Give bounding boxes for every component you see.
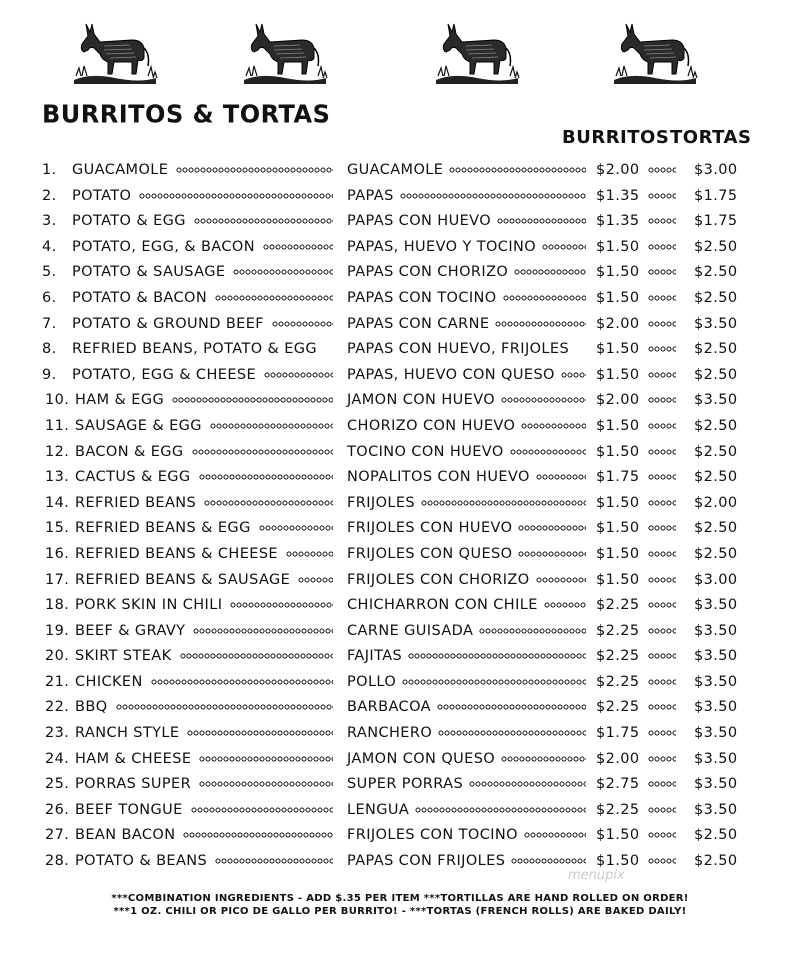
item-number: 6. bbox=[42, 289, 57, 306]
item-name-english: BEAN BACON bbox=[75, 827, 176, 844]
tortas-column-header: TORTAS bbox=[670, 127, 752, 148]
item-name-spanish: FRIJOLES CON QUESO bbox=[347, 545, 513, 562]
item-number: 11. bbox=[45, 417, 70, 434]
menu-item bbox=[0, 440, 800, 466]
torta-price: $1.75 bbox=[694, 213, 738, 230]
menu-item bbox=[0, 670, 800, 696]
menu-item bbox=[0, 363, 800, 389]
leader-dots bbox=[514, 269, 586, 275]
torta-price: $3.00 bbox=[694, 571, 738, 588]
burrito-price: $1.35 bbox=[596, 213, 640, 230]
page-title: BURRITOS & TORTAS bbox=[42, 99, 331, 129]
item-name-english: BEEF & GRAVY bbox=[75, 622, 186, 639]
item-name-english: GUACAMOLE bbox=[72, 162, 169, 178]
item-name-english: PORRAS SUPER bbox=[75, 776, 192, 793]
item-name-spanish: RANCHERO bbox=[347, 725, 433, 742]
torta-price: $2.00 bbox=[694, 494, 738, 511]
item-number: 5. bbox=[42, 264, 57, 281]
item-name-spanish: NOPALITOS CON HUEVO bbox=[347, 469, 530, 486]
burrito-price: $1.50 bbox=[596, 853, 640, 870]
menu-item bbox=[0, 516, 800, 542]
item-number: 1. bbox=[42, 162, 57, 178]
leader-dots bbox=[648, 449, 676, 455]
leader-dots bbox=[648, 679, 676, 685]
torta-price: $2.50 bbox=[694, 469, 738, 486]
menu-item bbox=[0, 619, 800, 645]
menu-item bbox=[0, 747, 800, 773]
leader-dots bbox=[648, 346, 676, 352]
leader-dots bbox=[518, 525, 586, 531]
leader-dots bbox=[524, 832, 586, 838]
item-number: 9. bbox=[42, 366, 57, 383]
watermark: menupix bbox=[568, 868, 625, 883]
torta-price: $3.50 bbox=[694, 673, 738, 690]
item-name-english: PORK SKIN IN CHILI bbox=[75, 597, 223, 614]
burrito-price: $2.25 bbox=[596, 801, 640, 818]
torta-price: $2.50 bbox=[694, 853, 738, 870]
item-name-spanish: PAPAS CON CARNE bbox=[347, 315, 490, 332]
leader-dots bbox=[648, 653, 676, 659]
leader-dots bbox=[421, 500, 586, 506]
menu-item bbox=[0, 823, 800, 849]
leader-dots bbox=[648, 704, 676, 710]
torta-price: $2.50 bbox=[694, 264, 738, 281]
menu-item bbox=[0, 644, 800, 670]
leader-dots bbox=[648, 372, 676, 378]
leader-dots bbox=[176, 167, 333, 173]
leader-dots bbox=[193, 628, 333, 634]
item-name-english: POTATO bbox=[72, 187, 132, 204]
menu-item bbox=[0, 772, 800, 798]
item-number: 13. bbox=[45, 469, 70, 486]
leader-dots bbox=[298, 577, 333, 583]
leader-dots bbox=[648, 167, 676, 173]
burrito-price: $1.50 bbox=[596, 443, 640, 460]
leader-dots bbox=[561, 372, 586, 378]
item-name-spanish: PAPAS CON TOCINO bbox=[347, 289, 497, 306]
menu-item bbox=[0, 568, 800, 594]
item-number: 8. bbox=[42, 341, 57, 358]
burrito-price: $2.00 bbox=[596, 315, 640, 332]
item-number: 23. bbox=[45, 725, 70, 742]
burrito-price: $1.50 bbox=[596, 264, 640, 281]
torta-price: $3.50 bbox=[694, 315, 738, 332]
leader-dots bbox=[648, 295, 676, 301]
menu-item bbox=[0, 849, 800, 875]
item-name-english: SAUSAGE & EGG bbox=[75, 417, 202, 434]
item-name-english: HAM & EGG bbox=[75, 392, 165, 409]
torta-price: $3.50 bbox=[694, 699, 738, 716]
leader-dots bbox=[648, 218, 676, 224]
item-name-spanish: PAPAS, HUEVO CON QUESO bbox=[347, 366, 555, 383]
leader-dots bbox=[408, 653, 586, 659]
menu-item bbox=[0, 260, 800, 286]
item-number: 15. bbox=[45, 520, 70, 537]
item-name-spanish: GUACAMOLE bbox=[347, 162, 444, 178]
leader-dots bbox=[501, 397, 586, 403]
leader-dots bbox=[437, 704, 586, 710]
torta-price: $2.50 bbox=[694, 545, 738, 562]
leader-dots bbox=[536, 474, 586, 480]
leader-dots bbox=[495, 321, 586, 327]
burrito-price: $1.50 bbox=[596, 545, 640, 562]
menu-item bbox=[0, 695, 800, 721]
leader-dots bbox=[648, 193, 676, 199]
item-number: 7. bbox=[42, 315, 57, 332]
torta-price: $3.50 bbox=[694, 392, 738, 409]
torta-price: $2.50 bbox=[694, 366, 738, 383]
torta-price: $2.50 bbox=[694, 417, 738, 434]
torta-price: $2.50 bbox=[694, 289, 738, 306]
leader-dots bbox=[204, 500, 333, 506]
footer-note-2: ***1 OZ. CHILI OR PICO DE GALLO PER BURRITO! - ***TORTAS (FRENCH ROLLS) ARE BAKED DAILY! bbox=[113, 906, 687, 917]
leader-dots bbox=[286, 551, 333, 557]
item-number: 26. bbox=[45, 801, 70, 818]
item-name-english: CHICKEN bbox=[75, 673, 143, 690]
leader-dots bbox=[648, 551, 676, 557]
donkey-icon bbox=[432, 18, 522, 88]
item-name-english: REFRIED BEANS & CHEESE bbox=[75, 545, 278, 562]
menu-item bbox=[0, 491, 800, 517]
item-name-spanish: CHORIZO CON HUEVO bbox=[347, 417, 516, 434]
item-name-spanish: FAJITAS bbox=[347, 648, 403, 665]
leader-dots bbox=[210, 423, 333, 429]
menu-item bbox=[0, 235, 800, 261]
menu-item bbox=[0, 209, 800, 235]
torta-price: $3.00 bbox=[694, 162, 738, 178]
torta-price: $3.50 bbox=[694, 597, 738, 614]
leader-dots bbox=[402, 679, 586, 685]
leader-dots bbox=[501, 756, 586, 762]
item-name-english: POTATO, EGG, & BACON bbox=[72, 238, 255, 255]
leader-dots bbox=[199, 756, 333, 762]
menu-item bbox=[0, 184, 800, 210]
donkey-icon bbox=[240, 18, 330, 88]
leader-dots bbox=[648, 474, 676, 480]
item-number: 24. bbox=[45, 750, 70, 767]
item-name-english: POTATO & BACON bbox=[72, 289, 208, 306]
leader-dots bbox=[511, 858, 586, 864]
menu-item bbox=[0, 158, 800, 184]
item-name-english: REFRIED BEANS & SAUSAGE bbox=[75, 571, 291, 588]
leader-dots bbox=[187, 730, 333, 736]
leader-dots bbox=[648, 577, 676, 583]
item-name-spanish: TOCINO CON HUEVO bbox=[347, 443, 504, 460]
torta-price: $3.50 bbox=[694, 648, 738, 665]
torta-price: $1.75 bbox=[694, 187, 738, 204]
burrito-price: $1.75 bbox=[596, 725, 640, 742]
leader-dots bbox=[230, 602, 333, 608]
item-name-english: BACON & EGG bbox=[75, 443, 184, 460]
leader-dots bbox=[192, 449, 333, 455]
item-number: 4. bbox=[42, 238, 57, 255]
leader-dots bbox=[648, 756, 676, 762]
leader-dots bbox=[648, 500, 676, 506]
item-name-english: HAM & CHEESE bbox=[75, 750, 192, 767]
torta-price: $2.50 bbox=[694, 238, 738, 255]
item-name-spanish: CHICHARRON CON CHILE bbox=[347, 597, 538, 614]
item-name-spanish: PAPAS CON HUEVO, FRIJOLES bbox=[347, 341, 570, 358]
burrito-price: $1.75 bbox=[596, 469, 640, 486]
item-name-spanish: SUPER PORRAS bbox=[347, 776, 464, 793]
item-name-spanish: PAPAS CON HUEVO bbox=[347, 213, 492, 230]
item-name-english: BBQ bbox=[75, 699, 108, 716]
menu-item bbox=[0, 337, 800, 363]
burrito-price: $1.50 bbox=[596, 827, 640, 844]
item-number: 17. bbox=[45, 571, 70, 588]
item-name-english: REFRIED BEANS, POTATO & EGG bbox=[72, 341, 318, 358]
menu-item bbox=[0, 798, 800, 824]
leader-dots bbox=[199, 781, 333, 787]
leader-dots bbox=[648, 269, 676, 275]
leader-dots bbox=[415, 807, 586, 813]
item-name-spanish: PAPAS bbox=[347, 187, 394, 204]
leader-dots bbox=[194, 218, 333, 224]
leader-dots bbox=[648, 807, 676, 813]
item-number: 14. bbox=[45, 494, 70, 511]
burrito-price: $2.25 bbox=[596, 673, 640, 690]
donkey-icon bbox=[610, 18, 700, 88]
menu-item bbox=[0, 388, 800, 414]
item-name-spanish: LENGUA bbox=[347, 801, 410, 818]
item-number: 18. bbox=[45, 597, 70, 614]
leader-dots bbox=[116, 704, 333, 710]
leader-dots bbox=[215, 858, 333, 864]
burrito-price: $2.25 bbox=[596, 648, 640, 665]
burrito-price: $2.00 bbox=[596, 162, 640, 178]
leader-dots bbox=[449, 167, 586, 173]
leader-dots bbox=[438, 730, 586, 736]
torta-price: $2.50 bbox=[694, 827, 738, 844]
footer-note-1: ***COMBINATION INGREDIENTS - ADD $.35 PER ITEM ***TORTILLAS ARE HAND ROLLED ON ORDER! bbox=[111, 893, 689, 904]
burrito-price: $2.00 bbox=[596, 750, 640, 767]
torta-price: $2.50 bbox=[694, 520, 738, 537]
leader-dots bbox=[648, 423, 676, 429]
leader-dots bbox=[469, 781, 586, 787]
item-name-english: POTATO & BEANS bbox=[75, 853, 208, 870]
item-name-spanish: JAMON CON QUESO bbox=[347, 750, 496, 767]
burrito-price: $1.35 bbox=[596, 187, 640, 204]
item-name-spanish: FRIJOLES bbox=[347, 494, 416, 511]
item-number: 20. bbox=[45, 648, 70, 665]
leader-dots bbox=[151, 679, 333, 685]
item-number: 2. bbox=[42, 187, 57, 204]
item-name-english: REFRIED BEANS & EGG bbox=[75, 520, 251, 537]
torta-price: $3.50 bbox=[694, 750, 738, 767]
item-number: 28. bbox=[45, 853, 70, 870]
torta-price: $2.50 bbox=[694, 443, 738, 460]
leader-dots bbox=[233, 269, 333, 275]
burrito-price: $1.50 bbox=[596, 417, 640, 434]
leader-dots bbox=[648, 628, 676, 634]
leader-dots bbox=[272, 321, 333, 327]
torta-price: $3.50 bbox=[694, 622, 738, 639]
burritos-column-header: BURRITOS bbox=[562, 127, 670, 148]
leader-dots bbox=[263, 244, 333, 250]
burrito-price: $1.50 bbox=[596, 341, 640, 358]
item-name-english: POTATO & GROUND BEEF bbox=[72, 315, 265, 332]
item-name-english: RANCH STYLE bbox=[75, 725, 180, 742]
leader-dots bbox=[648, 397, 676, 403]
menu-item bbox=[0, 721, 800, 747]
burrito-price: $2.25 bbox=[596, 597, 640, 614]
menu-item bbox=[0, 542, 800, 568]
item-number: 3. bbox=[42, 213, 57, 230]
burrito-price: $1.50 bbox=[596, 494, 640, 511]
item-number: 10. bbox=[45, 392, 70, 409]
item-name-english: POTATO & SAUSAGE bbox=[72, 264, 226, 281]
item-name-spanish: JAMON CON HUEVO bbox=[347, 392, 496, 409]
item-number: 27. bbox=[45, 827, 70, 844]
item-name-english: POTATO, EGG & CHEESE bbox=[72, 366, 257, 383]
leader-dots bbox=[183, 832, 333, 838]
leader-dots bbox=[518, 551, 586, 557]
item-number: 12. bbox=[45, 443, 70, 460]
burrito-price: $1.50 bbox=[596, 571, 640, 588]
item-name-english: REFRIED BEANS bbox=[75, 494, 197, 511]
leader-dots bbox=[191, 807, 333, 813]
leader-dots bbox=[648, 525, 676, 531]
leader-dots bbox=[139, 193, 333, 199]
leader-dots bbox=[544, 602, 586, 608]
leader-dots bbox=[648, 730, 676, 736]
leader-dots bbox=[648, 858, 676, 864]
leader-dots bbox=[264, 372, 333, 378]
item-number: 22. bbox=[45, 699, 70, 716]
menu-item bbox=[0, 593, 800, 619]
item-name-spanish: PAPAS CON CHORIZO bbox=[347, 264, 509, 281]
leader-dots bbox=[648, 832, 676, 838]
leader-dots bbox=[215, 295, 333, 301]
leader-dots bbox=[521, 423, 586, 429]
menu-item bbox=[0, 286, 800, 312]
burrito-price: $1.50 bbox=[596, 238, 640, 255]
menu-item bbox=[0, 312, 800, 338]
leader-dots bbox=[497, 218, 586, 224]
torta-price: $3.50 bbox=[694, 776, 738, 793]
leader-dots bbox=[503, 295, 586, 301]
torta-price: $3.50 bbox=[694, 725, 738, 742]
item-name-spanish: PAPAS CON FRIJOLES bbox=[347, 853, 506, 870]
item-name-english: CACTUS & EGG bbox=[75, 469, 191, 486]
leader-dots bbox=[648, 321, 676, 327]
menu-item bbox=[0, 465, 800, 491]
item-name-spanish: CARNE GUISADA bbox=[347, 622, 474, 639]
item-number: 19. bbox=[45, 622, 70, 639]
burrito-price: $2.25 bbox=[596, 699, 640, 716]
item-number: 21. bbox=[45, 673, 70, 690]
item-name-spanish: POLLO bbox=[347, 673, 397, 690]
item-name-english: POTATO & EGG bbox=[72, 213, 186, 230]
leader-dots bbox=[510, 449, 586, 455]
header-illustrations bbox=[0, 18, 800, 90]
torta-price: $3.50 bbox=[694, 801, 738, 818]
item-name-spanish: FRIJOLES CON HUEVO bbox=[347, 520, 513, 537]
leader-dots bbox=[648, 602, 676, 608]
leader-dots bbox=[542, 244, 586, 250]
leader-dots bbox=[259, 525, 333, 531]
burrito-price: $2.25 bbox=[596, 622, 640, 639]
leader-dots bbox=[648, 244, 676, 250]
burrito-price: $2.00 bbox=[596, 392, 640, 409]
item-name-spanish: PAPAS, HUEVO Y TOCINO bbox=[347, 238, 537, 255]
torta-price: $2.50 bbox=[694, 341, 738, 358]
item-name-spanish: BARBACOA bbox=[347, 699, 431, 716]
item-number: 16. bbox=[45, 545, 70, 562]
leader-dots bbox=[199, 474, 333, 480]
leader-dots bbox=[479, 628, 586, 634]
item-name-english: SKIRT STEAK bbox=[75, 648, 172, 665]
menu-list bbox=[0, 158, 800, 875]
menu-item bbox=[0, 414, 800, 440]
burrito-price: $1.50 bbox=[596, 520, 640, 537]
item-name-spanish: FRIJOLES CON CHORIZO bbox=[347, 571, 530, 588]
leader-dots bbox=[648, 781, 676, 787]
item-number: 25. bbox=[45, 776, 70, 793]
burrito-price: $2.75 bbox=[596, 776, 640, 793]
leader-dots bbox=[536, 577, 586, 583]
leader-dots bbox=[400, 193, 586, 199]
leader-dots bbox=[180, 653, 333, 659]
item-name-english: BEEF TONGUE bbox=[75, 801, 183, 818]
burrito-price: $1.50 bbox=[596, 366, 640, 383]
donkey-icon bbox=[70, 18, 160, 88]
item-name-spanish: FRIJOLES CON TOCINO bbox=[347, 827, 518, 844]
burrito-price: $1.50 bbox=[596, 289, 640, 306]
leader-dots bbox=[172, 397, 333, 403]
